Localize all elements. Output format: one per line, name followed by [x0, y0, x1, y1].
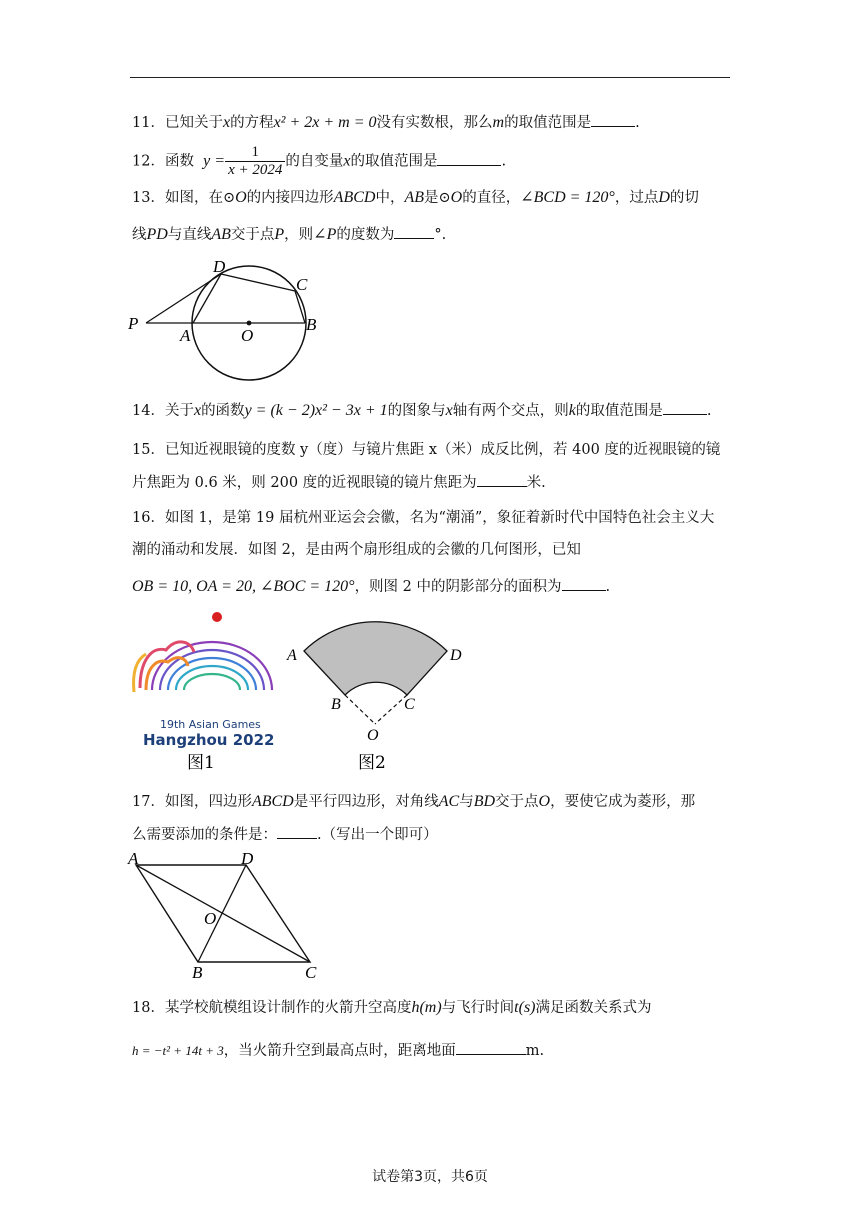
q14-end: . [706, 403, 712, 419]
page-footer: 试卷第3页，共6页 [372, 1169, 488, 1185]
q14-text-3: 的图象与 [387, 403, 446, 419]
q15-end: 米. [526, 475, 546, 491]
question-17-line-2 [132, 824, 438, 845]
q16-text: ，则图 2 中的阴影部分的面积为 [354, 579, 562, 595]
answer-blank[interactable] [437, 151, 501, 166]
label-a: A [180, 326, 191, 345]
wave-arc-2 [160, 650, 264, 690]
answer-blank[interactable] [477, 472, 527, 487]
fraction-denominator: x + 2024 [228, 162, 283, 178]
q13-pd: PD [146, 226, 168, 243]
sector-diagram [286, 622, 462, 744]
q18-text-b: 与飞行时间 [441, 1000, 515, 1016]
q17-bd: BD [473, 793, 496, 810]
q11-text-4: 的取值范围是 [504, 115, 592, 131]
question-16-line-1 [132, 508, 714, 528]
q14-text-2: 的函数 [201, 403, 245, 419]
q11-text-1: 已知关于 [164, 115, 223, 131]
q18-h-unit: h(m) [411, 999, 442, 1016]
q13-text-h: 线 [132, 227, 147, 243]
question-number: 15． [132, 442, 165, 458]
q12-end: . [501, 153, 507, 170]
diagonal-ac [136, 865, 310, 962]
q17-var-o: O [538, 793, 551, 810]
logo-text-2: Hangzhou 2022 [143, 731, 275, 749]
q12-text-2: 的自变量 [285, 153, 344, 170]
logo-text-1: 19th Asian Games [160, 718, 261, 731]
q11-text-2: 的方程 [230, 115, 274, 131]
label-c: C [404, 696, 415, 713]
q17-text-e: ，要使它成为菱形，那 [550, 794, 696, 810]
question-14 [132, 400, 711, 421]
q13-ab: AB [404, 189, 424, 206]
question-number: 14． [132, 403, 165, 419]
asian-games-logo [134, 612, 275, 749]
answer-blank[interactable] [591, 112, 635, 127]
q14-text-4: 轴有两个交点，则 [452, 403, 569, 419]
question-13-line-2 [132, 224, 446, 245]
dashed-ob [345, 695, 375, 724]
q13-text-f: ，过点 [614, 190, 659, 206]
q13-var-o: O [235, 189, 247, 206]
q15-line-2: 片焦距为 0.6 米，则 200 度的近视眼镜的镜片焦距为 [132, 475, 477, 491]
label-c: C [296, 275, 308, 294]
question-number: 16． [132, 510, 165, 526]
sun-icon [212, 612, 222, 622]
q13-quad: ABCD [333, 189, 376, 206]
figure-13-circle [120, 254, 330, 384]
q17-text-a: 如图，四边形 [164, 794, 252, 810]
q12-text-1: 函数 [164, 153, 194, 170]
q17-ac: AC [438, 793, 460, 810]
header-rule [130, 77, 730, 78]
q17-quad: ABCD [251, 793, 294, 810]
side-dc [221, 274, 295, 291]
q11-equation: x² + 2x + m = 0 [273, 114, 377, 131]
question-16-line-3 [132, 576, 610, 597]
question-17-line-1 [132, 792, 695, 812]
caption-figure-2: 图2 [358, 753, 386, 773]
question-13-line-1 [132, 188, 699, 208]
answer-blank[interactable] [394, 224, 434, 239]
q13-text-b: 的内接四边形 [246, 190, 334, 206]
q11-end: . [635, 115, 640, 131]
question-number: 12． [132, 153, 165, 170]
label-d: D [241, 849, 254, 868]
q14-text-5: 的取值范围是 [575, 403, 663, 419]
question-18-line-2 [132, 1040, 544, 1061]
label-d: D [450, 647, 462, 664]
q17-text-g: .（写出一个即可） [317, 827, 438, 843]
q13-angle: ∠BCD = 120° [520, 189, 615, 206]
q16-line-2: 潮的涌动和发展．如图 2，是由两个扇形组成的会徽的几何图形，已知 [132, 542, 581, 558]
q14-var-x: x [193, 402, 202, 419]
label-o: O [204, 909, 217, 928]
q13-text-l: 的度数为 [336, 227, 395, 243]
label-c: C [305, 963, 317, 980]
q14-var-x-2: x [445, 402, 453, 419]
figure-17-parallelogram [120, 846, 330, 980]
question-16-line-2 [132, 540, 581, 560]
question-11 [132, 112, 640, 133]
question-number: 11． [132, 115, 165, 131]
fraction-numerator: 1 [225, 144, 285, 162]
question-number: 18． [132, 1000, 165, 1016]
q13-text-j: 交于点 [230, 227, 275, 243]
q16-line-1: 如图 1，是第 19 届杭州亚运会会徽，名为“潮涌”，象征着新时代中国特色社会主义大 [164, 510, 715, 526]
q12-text-3: 的取值范围是 [350, 153, 438, 170]
answer-blank[interactable] [456, 1040, 526, 1055]
question-18-line-1 [132, 998, 652, 1018]
question-15-line-2 [132, 472, 546, 493]
q13-var-o-2: O [450, 189, 463, 206]
q13-var-p: P [274, 226, 285, 243]
q13-text-g: 的切 [669, 190, 699, 206]
question-15-line-1 [132, 440, 720, 460]
q18-t-unit: t(s) [514, 999, 536, 1016]
q13-text-d: 是⊙ [424, 190, 451, 206]
label-b: B [306, 315, 317, 334]
q18-text-d: ，当火箭升空到最高点时，距离地面 [223, 1043, 456, 1059]
q13-text-a: 如图，在⊙ [164, 190, 236, 206]
wave-arc-4 [176, 666, 248, 690]
q16-end: . [605, 579, 611, 595]
question-number: 17． [132, 794, 165, 810]
label-b: B [331, 696, 341, 713]
q13-text-e: 的直径， [462, 190, 521, 206]
q17-text-f: 么需要添加的条件是： [132, 827, 277, 843]
answer-blank[interactable] [277, 824, 317, 839]
q17-text-d: 交于点 [495, 794, 539, 810]
label-b: B [192, 963, 203, 980]
q14-text-1: 关于 [164, 403, 194, 419]
label-a: A [287, 647, 297, 664]
tangent-pd [146, 274, 221, 323]
q13-var-d: D [658, 189, 670, 206]
label-o: O [367, 727, 379, 744]
wave-arc-5 [184, 674, 240, 690]
q12-var-x: x [343, 152, 351, 170]
figure-16 [120, 604, 480, 776]
q11-var-x: x [222, 114, 231, 131]
label-p: P [128, 314, 139, 333]
q13-text-k: ，则 [284, 227, 314, 243]
dashed-oc [375, 695, 407, 724]
q11-var-m: m [492, 114, 505, 131]
q14-function: y = (k − 2)x² − 3x + 1 [244, 402, 388, 419]
q15-line-1: 已知近视眼镜的度数 y（度）与镜片焦距 x（米）成反比例，若 400 度的近视眼镜的镜 [164, 442, 721, 458]
q13-text-i: 与直线 [167, 227, 212, 243]
q13-text-c: 中， [375, 190, 405, 206]
q13-ab-2: AB [211, 226, 231, 243]
label-a: A [128, 849, 139, 868]
answer-blank[interactable] [663, 400, 707, 415]
label-d: D [213, 257, 226, 276]
q12-y-eq: y = [203, 152, 226, 170]
q17-text-c: 与 [459, 794, 474, 810]
q18-text-c: 满足函数关系式为 [535, 1000, 652, 1016]
caption-figure-1: 图1 [187, 753, 215, 773]
center-point [247, 321, 252, 326]
shaded-ring-sector [304, 622, 447, 695]
q18-text-a: 某学校航模组设计制作的火箭升空高度 [164, 1000, 412, 1016]
answer-blank[interactable] [562, 576, 606, 591]
q18-function: h = −t² + 14t + 3 [132, 1043, 224, 1058]
question-number: 13． [132, 190, 165, 206]
q16-given: OB = 10, OA = 20, ∠BOC = 120° [132, 578, 355, 595]
q13-text-m: °. [434, 227, 447, 243]
q18-text-e: m. [525, 1043, 545, 1059]
q12-fraction [225, 144, 285, 179]
label-o: O [241, 326, 254, 345]
question-12 [132, 144, 506, 179]
q11-text-3: 没有实数根，那么 [376, 115, 493, 131]
q14-var-k: k [568, 402, 576, 419]
q13-angle-p: ∠P [313, 226, 337, 243]
q17-text-b: 是平行四边形，对角线 [293, 794, 439, 810]
